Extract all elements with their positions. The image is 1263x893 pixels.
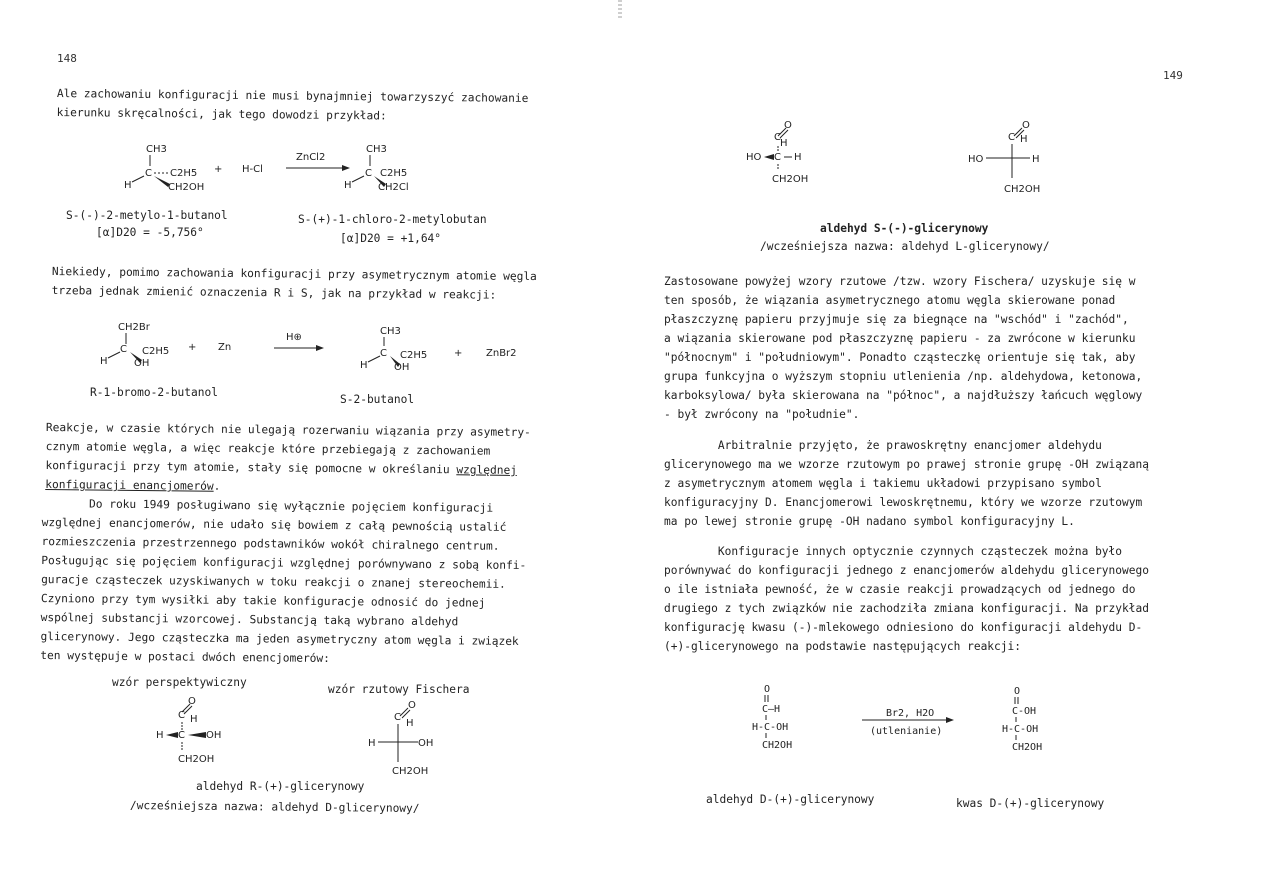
sf-right-h: H	[1032, 154, 1040, 165]
double-bond	[184, 706, 192, 714]
para4-line: względnej enancjomerów, nie udało się bowiem z całą pewnością ustalić	[41, 515, 507, 534]
right-page	[630, 0, 1263, 893]
para4-line: guracje cząsteczek uzyskiwanych w toku reakcji o znanej stereochemii.	[41, 572, 506, 591]
r1-reagent: H-Cl	[242, 164, 263, 175]
wedge-bond	[188, 732, 206, 738]
right-oh: OH	[206, 730, 222, 741]
underlined-term: względnej	[456, 463, 518, 477]
page-number-left: 148	[57, 52, 77, 65]
r2-reactant-c2h5: C2H5	[142, 346, 170, 357]
rpara3-line: konfigurację kwasu (-)-mlekowego odniesiono do konfiguracji aldehydu D-	[664, 621, 1143, 634]
para4-line: Czyniono przy tym wysiłki aby takie konfiguracje odnosić do jednej	[40, 591, 486, 610]
s-o: O	[784, 120, 792, 131]
sf-ch2oh: CH2OH	[1004, 184, 1041, 195]
right-paragraph-3	[664, 542, 1184, 656]
r2-product-c2h5: C2H5	[400, 350, 428, 361]
fischer-c: C	[394, 712, 401, 723]
ox-p-o: O	[1014, 686, 1021, 697]
s-aldehyde-h: H	[780, 138, 788, 149]
double-bond	[402, 710, 410, 718]
ox-r-o: O	[764, 684, 771, 695]
paragraph-3	[45, 418, 560, 499]
sf-c: C	[1008, 132, 1015, 143]
left-h: H	[156, 730, 164, 741]
r2-product-c: C	[380, 348, 387, 359]
rpara2-line: glicerynowego ma we wzorze rzutowym po prawej stronie grupę -OH związaną	[664, 458, 1149, 471]
ox-p-cooh: C-OH	[1012, 706, 1037, 717]
fischer-left-h: H	[368, 738, 376, 749]
rpara2-line: konfiguracyjny D. Enancjomerowi lewoskrętnemu, który we wzorze rzutowym	[664, 496, 1143, 509]
rpara1-line: ten sposób, że wiązania asymetrycznego atomu węgla skierowane ponad	[664, 294, 1116, 307]
rpara1-line: - był zwrócony na "południe".	[664, 408, 860, 421]
para4-line: ten występuje w postaci dwóch enencjomerów:	[40, 648, 330, 666]
s-caption-2: /wcześniejsza nazwa: aldehyd L-glicerynowy/	[760, 240, 1050, 253]
underlined-term: konfiguracji enancjomerów	[45, 477, 214, 493]
s-center-c: C	[774, 152, 781, 163]
ox-arrow-head	[946, 717, 954, 723]
r1-product-c2h5: C2H5	[380, 168, 408, 179]
r2-product-h: H	[360, 360, 368, 371]
sf-o: O	[1022, 120, 1030, 131]
rpara3-line: drugiego z tych związków nie zachodziła zmiana konfiguracji. Na przykład	[664, 602, 1149, 615]
r2-arrow-head	[316, 345, 324, 351]
para4-line: wspólnej substancji wzorcowej. Substancją taką wybrano aldehyd	[40, 610, 459, 629]
r2-bond	[368, 356, 380, 362]
label-fischer: wzór rzutowy Fischera	[328, 683, 470, 696]
para4-line: Posługując się pojęciem konfiguracji względnej porównywano z sobą konfi-	[41, 553, 527, 573]
rpara1-line: karboksylowa/ była skierowana na "północ", a najdłuższy łańcuch węglowy	[664, 389, 1143, 402]
bottom-ch2oh: CH2OH	[178, 754, 215, 765]
intro-line: kierunku skręcalności, jak tego dowodzi przykład:	[56, 105, 387, 123]
aldehyde-o: O	[188, 696, 196, 707]
double-bond	[400, 708, 408, 716]
center-c: C	[178, 730, 185, 741]
r1-bond	[132, 176, 144, 182]
r2-reactant-top: CH2Br	[118, 322, 150, 333]
page-number-right: 149	[1163, 69, 1183, 82]
ox-r-ch2oh: CH2OH	[762, 740, 793, 751]
fischer-aldehyde-h: H	[406, 718, 414, 729]
rpara1-line: płaszczyznę papieru przyjmuje się za biegnące na "wschód" i "zachód",	[664, 313, 1129, 326]
figure-caption-1: aldehyd R-(+)-glicerynowy	[196, 780, 365, 793]
aldehyde-c: C	[178, 710, 185, 721]
para4-line: Do roku 1949 posługiwano się wyłącznie pojęciem konfiguracji	[41, 496, 494, 515]
r2-name-left: R-1-bromo-2-butanol	[90, 386, 218, 399]
r2-reactant-c: C	[120, 344, 127, 355]
r1-rotation-left: [α]D20 = -5,756°	[96, 226, 204, 239]
r1-catalyst: ZnCl2	[296, 152, 326, 163]
reaction-2-scheme	[90, 318, 560, 378]
r2-plus-1: +	[188, 342, 197, 353]
s-left-ho: HO	[746, 152, 762, 163]
rpara1-line: grupa funkcyjna o wyższym stopniu utlenienia /np. aldehydowa, ketonowa,	[664, 370, 1143, 383]
r1-reactant-top: CH3	[146, 144, 167, 155]
para3-line: cznym atomie węgla, a więc reakcje które przebiegają z zachowaniem	[45, 439, 491, 458]
label-perspective: wzór perspektywiczny	[112, 676, 247, 689]
fischer-formula	[364, 698, 474, 778]
r1-reactant-c: C	[145, 168, 152, 179]
r1-bond	[352, 176, 364, 182]
r1-name-left: S-(-)-2-metylo-1-butanol	[66, 209, 228, 222]
figure-caption-2: /wcześniejsza nazwa: aldehyd D-glicerynowy/	[129, 799, 420, 816]
r1-plus: +	[214, 164, 223, 175]
rpara3-line: Konfiguracje innych optycznie czynnych cząsteczek można było	[664, 545, 1123, 558]
r2-plus-2: +	[454, 348, 463, 359]
rpara1-line: "północnym" i "południowym". Ponadto cząsteczkę orientuje się tak, aby	[664, 351, 1136, 364]
rpara2-line: z asymetrycznym atomem węgla i takiemu układowi przypisano symbol	[664, 477, 1102, 490]
r1-reactant-ch2oh: CH2OH	[168, 182, 205, 193]
r2-bond	[108, 352, 120, 358]
intro-paragraph	[57, 84, 567, 127]
oxidation-reaction	[750, 682, 1180, 762]
s-right-h: H	[794, 152, 802, 163]
para3-text: konfiguracji przy tym atomie, stały się pomocne w określaniu	[45, 458, 457, 477]
wedge-bond	[764, 154, 774, 160]
s-caption-1: aldehyd S-(-)-glicerynowy	[820, 222, 989, 235]
para2-line: trzeba jednak zmienić oznaczenia R i S, jak na przykład w reakcji:	[51, 283, 497, 302]
ox-r-hcoh: H-C-OH	[752, 722, 789, 733]
para3-end: .	[213, 479, 221, 493]
s-ch2oh: CH2OH	[772, 174, 809, 185]
rpara1-line: a wiązania skierowane pod płaszczyznę papieru - za zwrócone w kierunku	[664, 332, 1136, 345]
s-glyceraldehyde-perspective	[742, 118, 832, 190]
ox-p-hcoh: H-C-OH	[1002, 724, 1039, 735]
r2-product-top: CH3	[380, 326, 401, 337]
para2-line: Niekiedy, pomimo zachowania konfiguracji przy asymetrycznym atomie węgla	[51, 264, 537, 284]
r1-reactant-h: H	[124, 180, 132, 191]
double-bond	[780, 130, 788, 138]
aldehyde-h: H	[190, 714, 198, 725]
paragraph-2	[52, 262, 567, 305]
r1-product-top: CH3	[366, 144, 387, 155]
ox-reagent: Br2, H2O	[886, 708, 935, 719]
r1-reactant-c2h5: C2H5	[170, 168, 198, 179]
sf-aldehyde-h: H	[1020, 134, 1028, 145]
r1-name-right: S-(+)-1-chloro-2-metylobutan	[298, 213, 487, 226]
fischer-ch2oh: CH2OH	[392, 766, 429, 777]
r1-product-ch2cl: CH2Cl	[378, 182, 409, 193]
rpara2-line: Arbitralnie przyjęto, że prawoskrętny enancjomer aldehydu	[664, 439, 1102, 452]
right-paragraph-1	[664, 272, 1184, 424]
perspective-formula	[140, 692, 260, 772]
r2-zinc-bromide: ZnBr2	[486, 348, 517, 359]
para3-line: Reakcje, w czasie których nie ulegają rozerwaniu wiązania przy asymetry-	[45, 420, 531, 440]
s-glyceraldehyde-fischer	[966, 118, 1076, 198]
r2-reactant-oh: OH	[134, 358, 150, 369]
para4-line: rozmieszczenia przestrzennego podstawników wokół chiralnego centrum.	[41, 534, 500, 553]
s-c: C	[774, 132, 781, 143]
rpara3-line: porównywać do konfiguracji jednego z enancjomerów aldehydu glicerynowego	[664, 564, 1149, 577]
ox-caption-left: aldehyd D-(+)-glicerynowy	[706, 793, 875, 806]
r2-zinc: Zn	[218, 342, 232, 353]
r2-product-oh: OH	[394, 362, 410, 373]
ox-r-cho: C—H	[762, 704, 781, 715]
fischer-o: O	[408, 700, 416, 711]
rpara1-line: Zastosowane powyżej wzory rzutowe /tzw. wzory Fischera/ uzyskuje się w	[664, 275, 1136, 288]
ox-p-ch2oh: CH2OH	[1012, 742, 1043, 753]
r2-reactant-h: H	[100, 356, 108, 367]
wedge-bond	[166, 732, 178, 738]
ox-caption-right: kwas D-(+)-glicerynowy	[956, 797, 1105, 810]
right-paragraph-2	[664, 436, 1184, 531]
r2-name-right: S-2-butanol	[340, 393, 415, 406]
sf-left-ho: HO	[968, 154, 984, 165]
ox-condition: (utlenianie)	[870, 726, 943, 737]
r1-product-h: H	[344, 180, 352, 191]
left-page	[0, 0, 620, 893]
fischer-right-oh: OH	[418, 738, 434, 749]
r1-rotation-right: [α]D20 = +1,64°	[340, 232, 442, 245]
para4-line: glicerynowy. Jego cząsteczka ma jeden asymetryczny atom węgla i związek	[40, 629, 519, 648]
paragraph-4	[40, 494, 560, 670]
r1-arrow-head	[342, 165, 350, 171]
rpara3-line: o ile istniała pewność, że w czasie reakcji prowadzących od jednego do	[664, 583, 1136, 596]
rpara2-line: ma po lewej stronie grupę -OH nadano symbol konfiguracyjny L.	[664, 515, 1075, 528]
rpara3-line: (+)-glicerynowego na podstawie następujących reakcji:	[664, 640, 1021, 653]
r1-product-c: C	[365, 168, 372, 179]
r2-h-plus: H⊕	[286, 332, 302, 343]
intro-line: Ale zachowaniu konfiguracji nie musi bynajmniej towarzyszyć zachowanie	[56, 86, 529, 105]
